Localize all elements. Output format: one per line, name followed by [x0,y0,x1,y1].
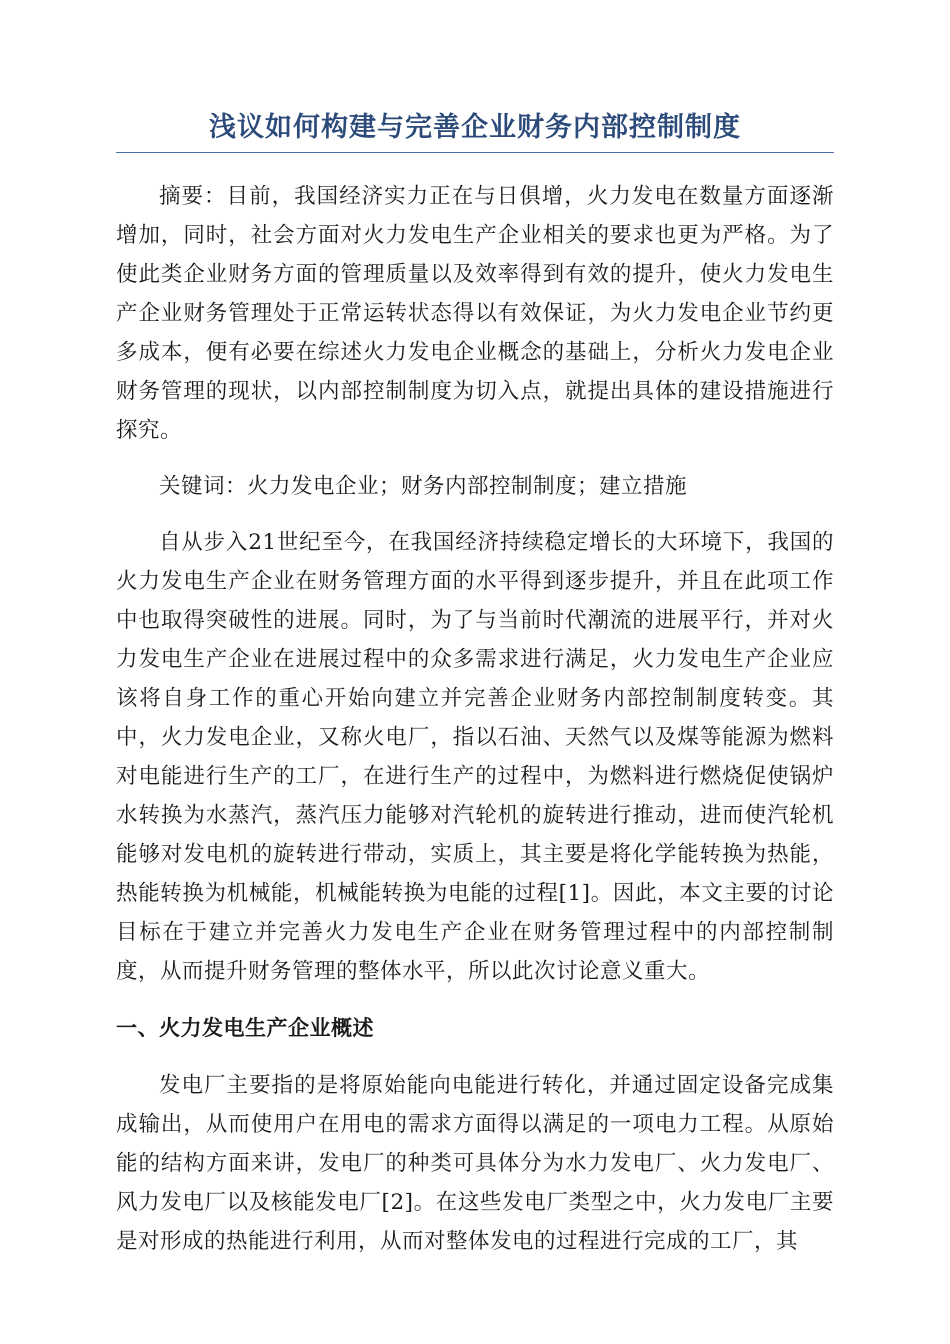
keywords-paragraph: 关键词：火力发电企业；财务内部控制制度；建立措施 [159,474,688,499]
abstract-paragraph: 摘要：目前，我国经济实力正在与日俱增，火力发电在数量方面逐渐增加，同时，社会方面对火力发电生产企业相关的要求也更为严格。为了使此类企业财务方面的管理质量以及效率得到有效的提升，使火力发电生产企业财务管理处于正常运转状态得以有效保证，为火力发电企业节约更多成本，便有必要在综述火力发电企业概念的基础上，分析火力发电企业财务管理的现状，以内部控制制度为切入点，就提出具体的建设措施进行探究。 [116,184,834,443]
document-page [116,108,834,1261]
intro-paragraph: 自从步入21世纪至今，在我国经济持续稳定增长的大环境下，我国的火力发电生产企业在财务管理方面的水平得到逐步提升，并且在此项工作中也取得突破性的进展。同时，为了与当前时代潮流的进展平行，并对火力发电生产企业在进展过程中的众多需求进行满足，火力发电生产企业应该将自身工作的重心开始向建立并完善企业财务内部控制制度转变。其中，火力发电企业，又称火电厂，指以石油、天然气以及煤等能源为燃料对电能进行生产的工厂，在进行生产的过程中，为燃料进行燃烧促使锅炉水转换为水蒸汽，蒸汽压力能够对汽轮机的旋转进行推动，进而使汽轮机能够对发电机的旋转进行带动，实质上，其主要是将化学能转换为热能，热能转换为机械能，机械能转换为电能的过程[1]。因此，本文主要的讨论目标在于建立并完善火力发电生产企业在财务管理过程中的内部控制制度，从而提升财务管理的整体水平，所以此次讨论意义重大。 [116,530,834,984]
section-heading-1: 一、火力发电生产企业概述 [116,1016,374,1040]
section-1-paragraph: 发电厂主要指的是将原始能向电能进行转化，并通过固定设备完成集成输出，从而使用户在用电的需求方面得以满足的一项电力工程。从原始能的结构方面来讲，发电厂的种类可具体分为水力发电厂、火力发电厂、风力发电厂以及核能发电厂[2]。在这些发电厂类型之中，火力发电厂主要是对形成的热能进行利用，从而对整体发电的过程进行完成的工厂，其 [116,1073,834,1254]
document-title: 浅议如何构建与完善企业财务内部控制制度 [116,108,834,153]
